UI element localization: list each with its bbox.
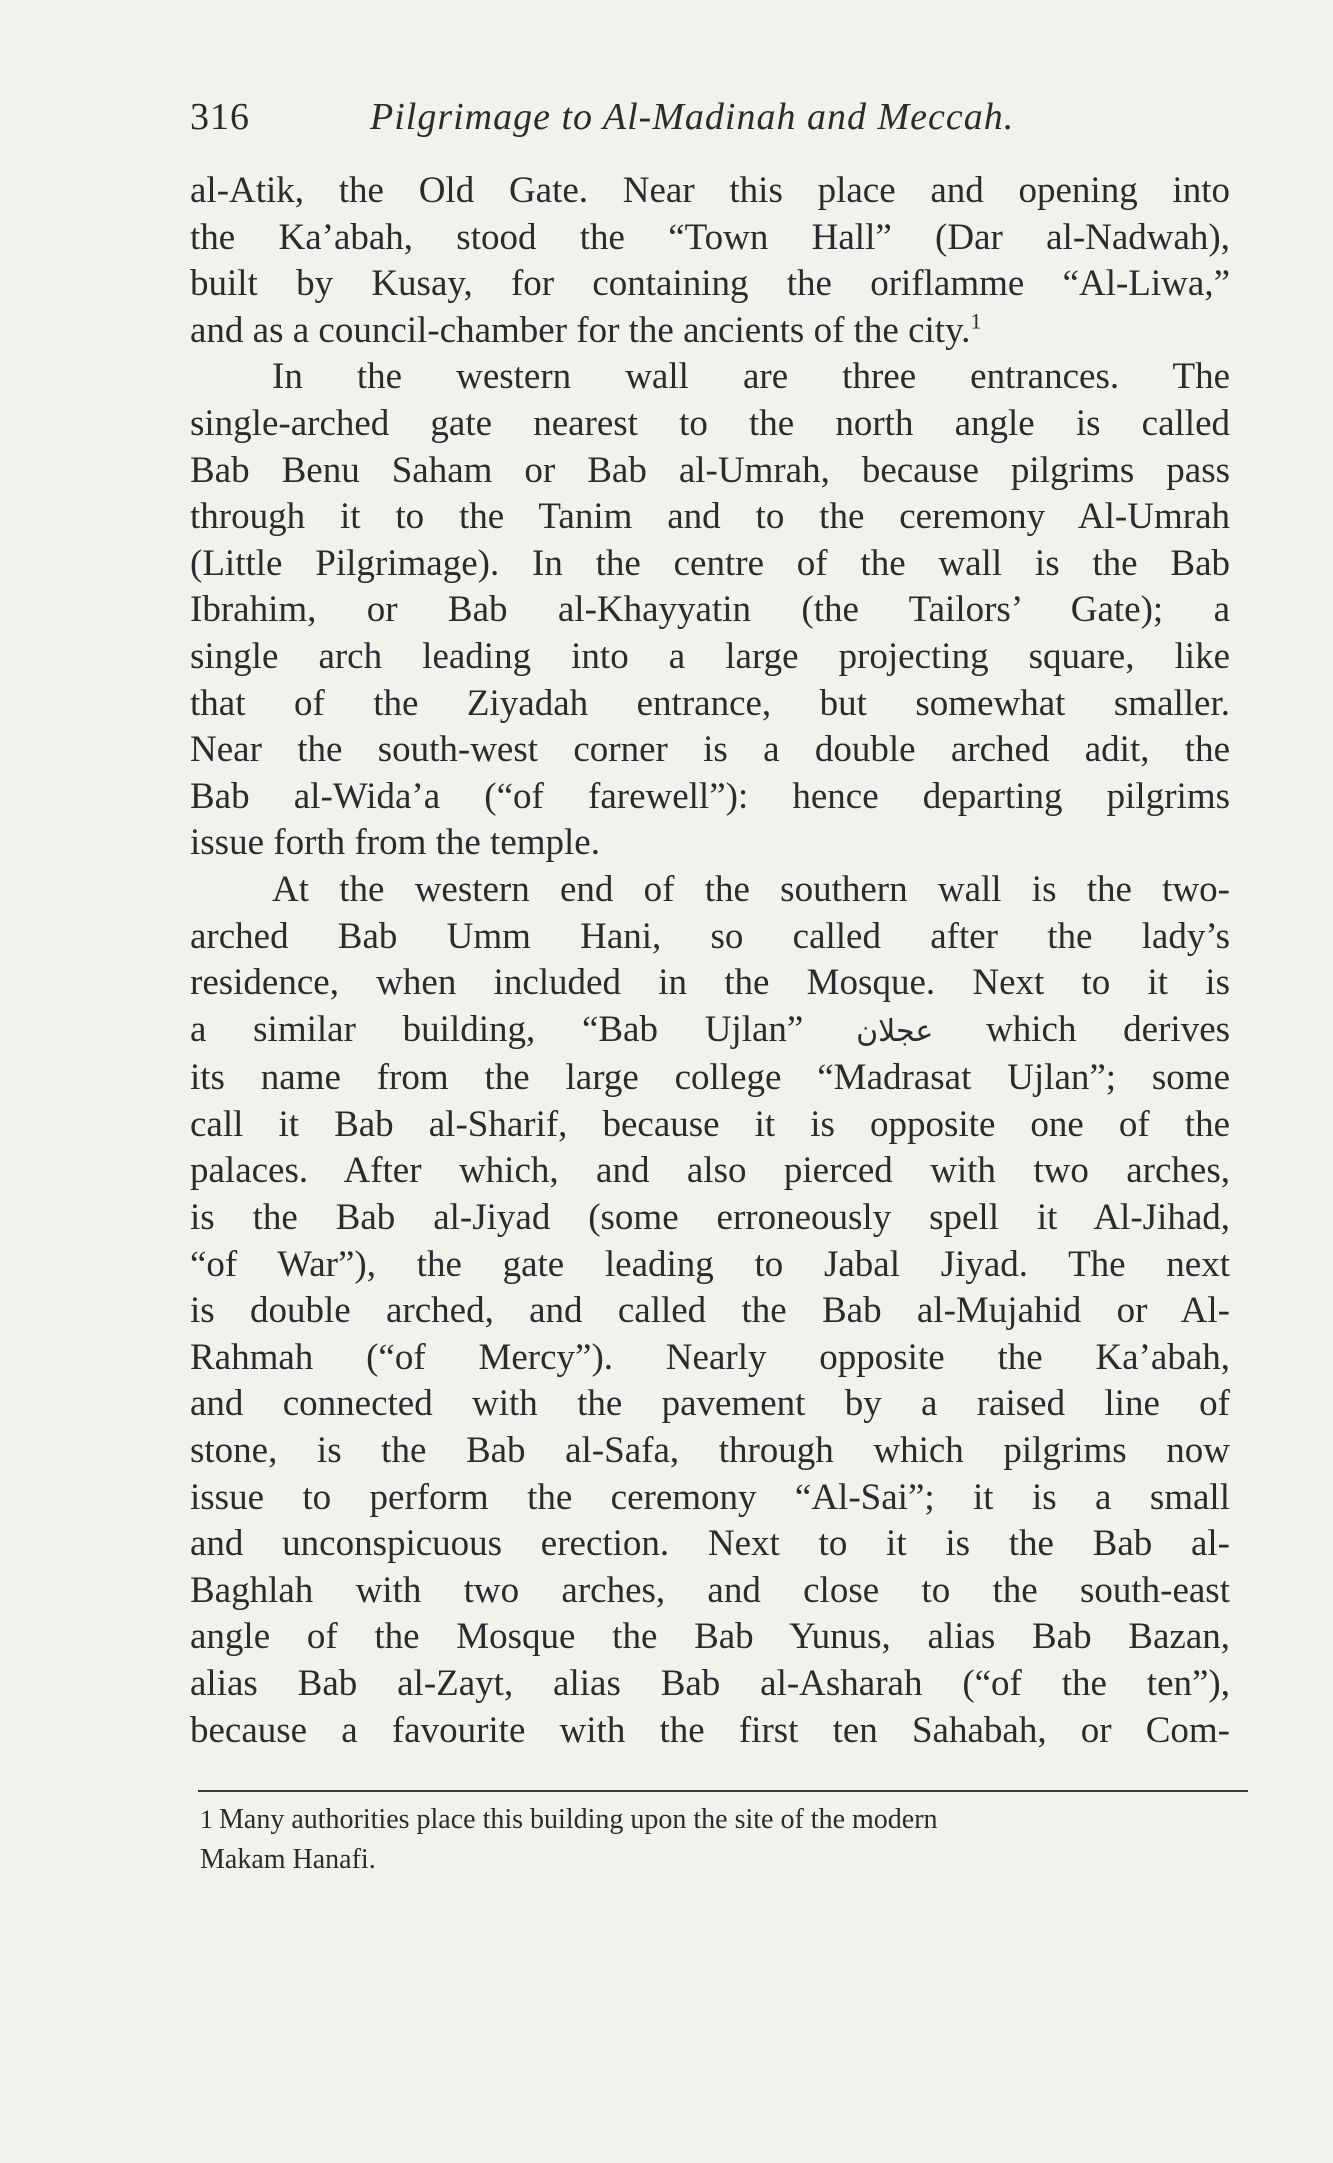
running-title: Pilgrimage to Al-Madinah and Meccah. bbox=[370, 96, 1015, 138]
text-line: (Little Pilgrimage). In the centre of the wall is the Bab bbox=[190, 542, 1230, 584]
text-line: built by Kusay, for containing the oriflamme “Al-Liwa,” bbox=[190, 263, 1230, 305]
text-line-content: and as a council-chamber for the ancients of the city. bbox=[190, 309, 971, 351]
text-line: Baghlah with two arches, and close to the south-east bbox=[190, 1569, 1230, 1611]
text-line-content: a similar building, “Bab Ujlan” bbox=[190, 1008, 804, 1050]
text-line: that of the Ziyadah entrance, but somewhat smaller. bbox=[190, 682, 1230, 724]
text-line: call it Bab al-Sharif, because it is opposite one of the bbox=[190, 1103, 1230, 1145]
footnote-reference: 1 bbox=[970, 308, 982, 334]
page-header bbox=[190, 95, 1140, 145]
text-line: its name from the large college “Madrasat Ujlan”; some bbox=[190, 1057, 1230, 1099]
footnote-divider bbox=[198, 1790, 1248, 1792]
page-number: 316 bbox=[190, 96, 250, 138]
text-line-with-arabic bbox=[190, 1007, 1230, 1056]
text-line: alias Bab al-Zayt, alias Bab al-Asharah (“of the ten”), bbox=[190, 1663, 1230, 1704]
text-line: and unconspicuous erection. Next to it is the Bab al- bbox=[190, 1523, 1230, 1565]
text-line: the Ka’abah, stood the “Town Hall” (Dar al-Nadwah), bbox=[190, 216, 1230, 258]
text-line bbox=[190, 308, 1230, 355]
paragraph-start-line: In the western wall are three entrances. The bbox=[272, 356, 1230, 398]
text-line: because a favourite with the first ten Sahabah, or Com- bbox=[190, 1709, 1230, 1751]
footnote-line: Makam Hanafi. bbox=[200, 1844, 376, 1875]
footnote-line bbox=[200, 1800, 1250, 1840]
text-line: stone, is the Bab al-Safa, through which pilgrims now bbox=[190, 1430, 1230, 1472]
arabic-word: عجلان bbox=[856, 1013, 934, 1049]
text-line: single arch leading into a large projecting square, like bbox=[190, 635, 1230, 677]
text-line: al-Atik, the Old Gate. Near this place and opening into bbox=[190, 170, 1230, 211]
text-line: “of War”), the gate leading to Jabal Jiyad. The next bbox=[190, 1243, 1230, 1285]
text-line: single-arched gate nearest to the north angle is called bbox=[190, 402, 1230, 444]
text-line: and connected with the pavement by a raised line of bbox=[190, 1383, 1230, 1425]
text-line: Ibrahim, or Bab al-Khayyatin (the Tailors’ Gate); a bbox=[190, 589, 1230, 631]
text-line: Bab al-Wida’a (“of farewell”): hence departing pilgrims bbox=[190, 775, 1230, 817]
text-line: Rahmah (“of Mercy”). Nearly opposite the Ka’abah, bbox=[190, 1336, 1230, 1378]
text-line: is the Bab al-Jiyad (some erroneously spell it Al-Jihad, bbox=[190, 1197, 1230, 1239]
text-line: issue forth from the temple. bbox=[190, 822, 600, 864]
footnote bbox=[200, 1800, 1250, 1880]
body-text bbox=[190, 168, 1230, 1754]
text-line-content: which derives bbox=[986, 1008, 1231, 1050]
text-line: arched Bab Umm Hani, so called after the lady’s bbox=[190, 915, 1230, 957]
text-line: through it to the Tanim and to the ceremony Al-Umrah bbox=[190, 496, 1230, 538]
text-line: Bab Benu Saham or Bab al-Umrah, because pilgrims pass bbox=[190, 449, 1230, 491]
text-line: is double arched, and called the Bab al-Mujahid or Al- bbox=[190, 1290, 1230, 1332]
text-line: residence, when included in the Mosque. Next to it is bbox=[190, 962, 1230, 1004]
text-line: palaces. After which, and also pierced with two arches, bbox=[190, 1150, 1230, 1192]
text-line: issue to perform the ceremony “Al-Sai”; it is a small bbox=[190, 1476, 1230, 1518]
footnote-text: Many authorities place this building upon the site of the modern bbox=[219, 1804, 938, 1835]
footnote-marker: 1 bbox=[200, 1805, 213, 1834]
text-line: Near the south-west corner is a double arched adit, the bbox=[190, 729, 1230, 771]
text-line: angle of the Mosque the Bab Yunus, alias Bab Bazan, bbox=[190, 1616, 1230, 1658]
paragraph-start-line: At the western end of the southern wall is the two- bbox=[272, 868, 1230, 910]
